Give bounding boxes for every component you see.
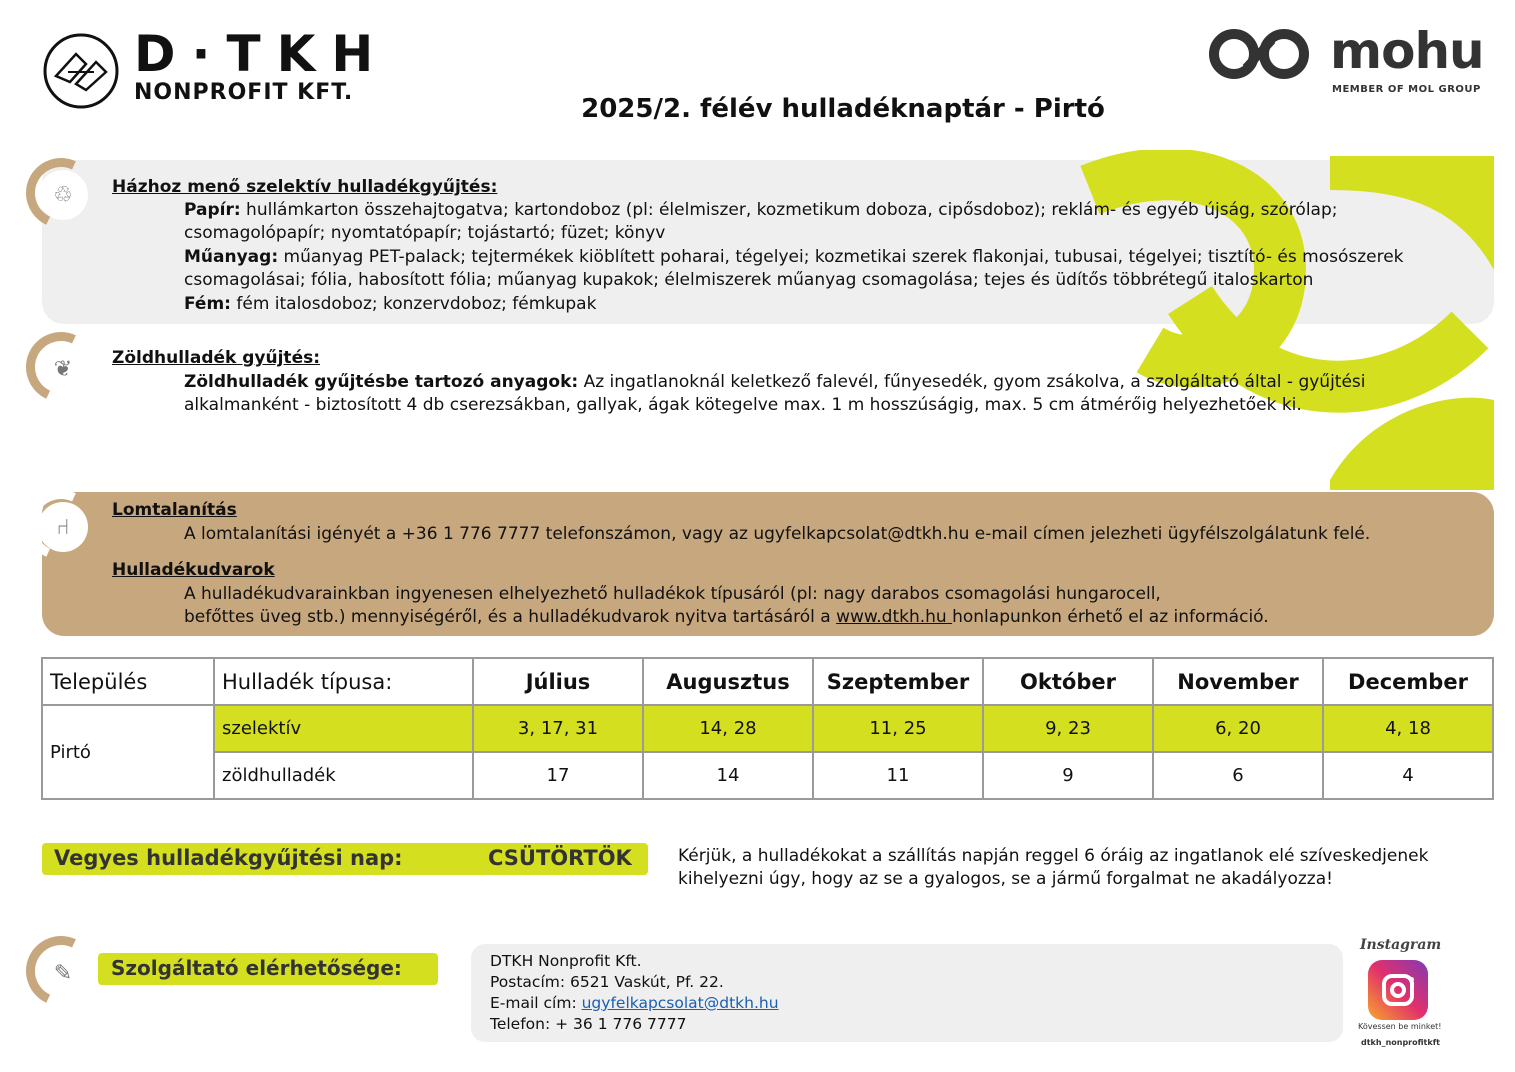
yard-title: Hulladékudvarok [112, 560, 275, 580]
leaf-icon: ❦ [26, 332, 100, 406]
date-cell: 17 [473, 752, 643, 799]
plastic-line-2: csomagolásai; fólia, habosított fólia; műanyag kupakok; élelmiszerek műanyag csomagolása; tejes és üdítős többrétegű italoskarton [184, 270, 1314, 290]
waste-type-cell: zöldhulladék [214, 752, 473, 799]
date-cell: 4, 18 [1323, 705, 1493, 752]
date-cell: 6 [1153, 752, 1323, 799]
mixed-day-value: CSÜTÖRTÖK [488, 846, 632, 870]
waste-type-cell: szelektív [214, 705, 473, 752]
contact-label: Szolgáltató elérhetősége: [111, 956, 402, 980]
email-link[interactable]: ugyfelkapcsolat@dtkh.hu [581, 994, 779, 1012]
mixed-day-label: Vegyes hulladékgyűjtési nap: [54, 846, 403, 870]
website-link[interactable]: www.dtkh.hu [836, 607, 953, 627]
month-header: Augusztus [643, 658, 813, 705]
partner-tagline: MEMBER OF MOL GROUP [1332, 84, 1481, 95]
date-cell: 9 [983, 752, 1153, 799]
instagram-icon[interactable] [1368, 960, 1428, 1020]
contact-company: DTKH Nonprofit Kft. [490, 952, 642, 970]
yard-line-1: A hulladékudvarainkban ingyenesen elhelyezhető hulladékok típusáról (pl: nagy darabos csomagolási hungarocell, [184, 584, 1161, 604]
paper-label: Papír: [184, 200, 241, 220]
month-header: December [1323, 658, 1493, 705]
metal-label: Fém: [184, 294, 231, 314]
yard-text-a: befőttes üveg stb.) mennyiségéről, és a hulladékudvarok nyitva tartásáról a [184, 607, 837, 627]
bulky-title: Lomtalanítás [112, 500, 237, 520]
green-title: Zöldhulladék gyűjtés: [112, 348, 321, 368]
date-cell: 9, 23 [983, 705, 1153, 752]
paper-line-2: csomagolópapír; nyomtatópapír; tojástartó; füzet; könyv [184, 223, 666, 243]
mixed-note: Kérjük, a hulladékokat a szállítás napján reggel 6 óráig az ingatlanok elé szíveskedjenek kihelyezni úgy, hogy az se a gyalogos, se a jármű forgalmat ne akadályozza! [678, 846, 1429, 889]
green-line-2: alkalmanként - biztosított 4 db cserezsákban, gallyak, ágak kötegelve max. 1 m hosszúságig, max. 5 cm átmérőig helyezhetőek ki. [184, 395, 1302, 415]
brand-subtitle: NONPROFIT KFT. [134, 80, 354, 105]
month-header: Október [983, 658, 1153, 705]
metal-text: fém italosdoboz; konzervdoboz; fémkupak [230, 294, 597, 314]
chair-icon: ⑁ [26, 490, 100, 564]
edit-icon: ✎ [26, 936, 100, 1010]
schedule-table [41, 657, 1494, 800]
paper-line-1 [184, 199, 1337, 223]
date-cell: 14 [643, 752, 813, 799]
yard-text-b: honlapunkon érhető el az információ. [952, 607, 1269, 627]
green-label: Zöldhulladék gyűjtésbe tartozó anyagok: [184, 372, 579, 392]
col-town: Település [42, 658, 214, 705]
date-cell: 14, 28 [643, 705, 813, 752]
table-row-green [42, 752, 1493, 799]
town-cell: Pirtó [42, 705, 214, 799]
month-header: Július [473, 658, 643, 705]
plastic-label: Műanyag: [184, 247, 279, 267]
page-title: 2025/2. félév hulladéknaptár - Pirtó [581, 94, 1105, 124]
month-header: Szeptember [813, 658, 983, 705]
metal-line [184, 293, 596, 317]
month-header: November [1153, 658, 1323, 705]
contact-postal: Postacím: 6521 Vaskút, Pf. 22. [490, 973, 724, 991]
green-text: Az ingatlanoknál keletkező falevél, fűnyesedék, gyom zsákolva, a szolgáltató által - gyűjtési [578, 372, 1366, 392]
date-cell: 11 [813, 752, 983, 799]
recycle-icon: ♲ [26, 158, 100, 232]
brand-name: D·TKH [134, 25, 390, 83]
partner-name: mohu [1330, 22, 1484, 80]
instagram-title: Instagram [1360, 937, 1442, 953]
green-line-1 [184, 371, 1366, 395]
plastic-line-1 [184, 246, 1404, 270]
col-type: Hulladék típusa: [214, 658, 473, 705]
mohu-logo-icon [1206, 28, 1316, 80]
contact-phone: Telefon: + 36 1 776 7777 [490, 1015, 687, 1033]
email-label: E-mail cím: [490, 994, 582, 1012]
table-header-row [42, 658, 1493, 705]
yard-line-2 [184, 606, 1269, 630]
plastic-text: műanyag PET-palack; tejtermékek kiöblített poharai, tégelyei; kozmetikai szerek flakonjai, tubusai, tégelyei; tisztító- és mosószerek [278, 247, 1404, 267]
date-cell: 3, 17, 31 [473, 705, 643, 752]
table-row-selective [42, 705, 1493, 752]
selective-title: Házhoz menő szelektív hulladékgyűjtés: [112, 177, 498, 197]
instagram-handle[interactable]: dtkh_nonprofitkft [1361, 1038, 1440, 1047]
bulky-text: A lomtalanítási igényét a +36 1 776 7777 telefonszámon, vagy az ugyfelkapcsolat@dtkh.hu e-mail címen jelezheti ügyfélszolgálatunk felé. [184, 524, 1371, 544]
date-cell: 4 [1323, 752, 1493, 799]
instagram-follow-text: Kövessen be minket! [1358, 1022, 1442, 1031]
paper-text: hullámkarton összehajtogatva; kartondoboz (pl: élelmiszer, kozmetikum doboza, cipősdoboz); reklám- és egyéb újság, szórólap; [240, 200, 1338, 220]
contact-email-line [490, 994, 779, 1012]
date-cell: 6, 20 [1153, 705, 1323, 752]
date-cell: 11, 25 [813, 705, 983, 752]
